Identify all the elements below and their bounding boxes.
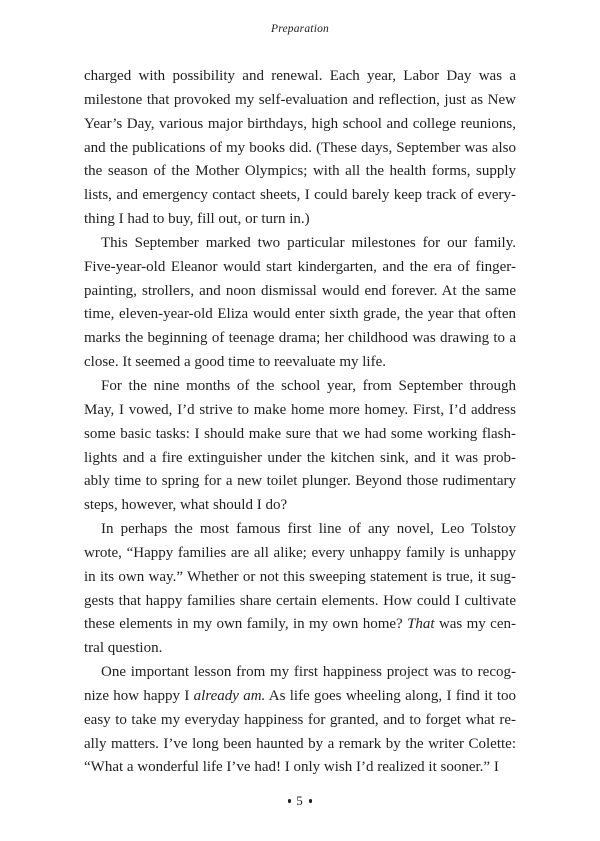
- paragraph-text: For the nine months of the school year, from September through May, I vowed, I’d strive to make home more homey. First, I’d address some basic tasks: I should make sure that we had some working flashlights and a fire extinguisher under the kitchen sink, and it was probably time to spring for a new toilet plunger. Beyond those rudimentary steps, however, what should I do?: [84, 377, 516, 514]
- body-text: [84, 65, 516, 780]
- page-number-footer: [0, 793, 600, 809]
- bullet-right-icon: [309, 799, 313, 803]
- paragraph: [84, 375, 516, 518]
- paragraph-text: As life goes wheeling along, I find it too easy to take my everyday happiness for granted, and to forget what really matters. I’ve long been haunted by a remark by the writer Colette: “What a wonderful life I’ve had! I only wish I’d realized it sooner.” I: [84, 687, 517, 776]
- running-head: Preparation: [271, 23, 329, 35]
- paragraph: [84, 232, 516, 375]
- paragraph-text: In perhaps the most famous first line of any novel, Leo Tolstoy wrote, “Happy families are all alike; every unhappy family is unhappy in its own way.” Whether or not this sweeping statement is true, it suggests that happy families share certain elements. How could I cultivate these elements in my own family, in my own home?: [84, 521, 516, 633]
- paragraph-text: One important lesson from my first happiness project was to recognize how happy I: [84, 664, 516, 704]
- paragraph: [84, 65, 516, 232]
- bullet-left-icon: [288, 799, 292, 803]
- paragraph-text: charged with possibility and renewal. Each year, Labor Day was a milestone that provoked my self-evaluation and reflection, just as New Year’s Day, various major birthdays, high school and college reunions, and the publications of my books did. (These days, September was also the season of the Mother Olympics; with all the health forms, supply lists, and emergency contact sheets, I could barely keep track of everything I had to buy, fill out, or turn in.): [84, 68, 516, 228]
- paragraph-text: This September marked two particular milestones for our family. Five-year-old Eleanor would start kindergarten, and the era of finger-painting, strollers, and noon dismissal would end forever. At the same time, eleven-year-old Eliza would enter sixth grade, the year that often marks the beginning of teenage drama; her childhood was drawing to a close. It seemed a good time to reevaluate my life.: [84, 234, 516, 371]
- paragraph-text: was my central question.: [84, 616, 516, 657]
- paragraph: [84, 661, 516, 780]
- paragraph: [84, 518, 516, 661]
- page-number: 5: [296, 793, 304, 808]
- emphasis-text: already am.: [193, 687, 266, 704]
- emphasis-text: That: [407, 616, 435, 633]
